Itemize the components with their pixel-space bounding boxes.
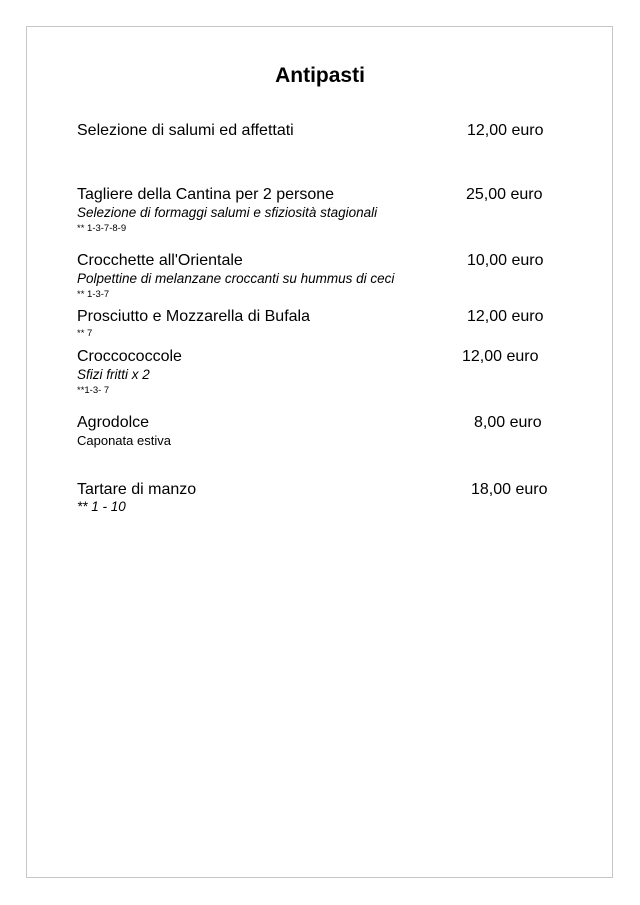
item-allergens: **1-3- 7 <box>77 385 110 396</box>
page-title: Antipasti <box>275 64 365 87</box>
item-price: 12,00 euro <box>462 348 539 365</box>
item-price: 12,00 euro <box>467 122 544 139</box>
item-name: Prosciutto e Mozzarella di Bufala <box>77 308 310 325</box>
item-allergens: ** 1-3-7-8-9 <box>77 223 127 234</box>
item-description: Polpettine di melanzane croccanti su hummus di ceci <box>77 271 395 286</box>
item-name: Croccococcole <box>77 348 182 365</box>
item-allergens: ** 1-3-7 <box>77 289 110 300</box>
item-name: Crocchette all'Orientale <box>77 252 243 269</box>
item-price: 12,00 euro <box>467 308 544 325</box>
menu-item-salumi <box>77 121 567 140</box>
menu-item-tagliere <box>77 185 567 235</box>
item-allergens: ** 1 - 10 <box>77 499 126 514</box>
item-allergens: ** 7 <box>77 328 93 339</box>
item-price: 18,00 euro <box>471 481 548 498</box>
item-description: Sfizi fritti x 2 <box>77 367 150 382</box>
item-description: Caponata estiva <box>77 433 171 448</box>
menu-item-prosciutto <box>77 307 567 340</box>
menu-item-crocchette <box>77 251 567 301</box>
menu-item-agrodolce <box>77 413 567 449</box>
item-price: 25,00 euro <box>466 186 543 203</box>
item-name: Tartare di manzo <box>77 481 197 498</box>
item-price: 8,00 euro <box>474 414 542 431</box>
item-name: Tagliere della Cantina per 2 persone <box>77 186 335 203</box>
menu-item-croccococcole <box>77 347 567 397</box>
item-price: 10,00 euro <box>467 252 544 269</box>
menu-page <box>26 26 613 878</box>
item-description: Selezione di formaggi salumi e sfiziosità stagionali <box>77 205 378 220</box>
menu-item-tartare <box>77 480 567 515</box>
item-name: Selezione di salumi ed affettati <box>77 122 294 139</box>
item-name: Agrodolce <box>77 414 150 431</box>
